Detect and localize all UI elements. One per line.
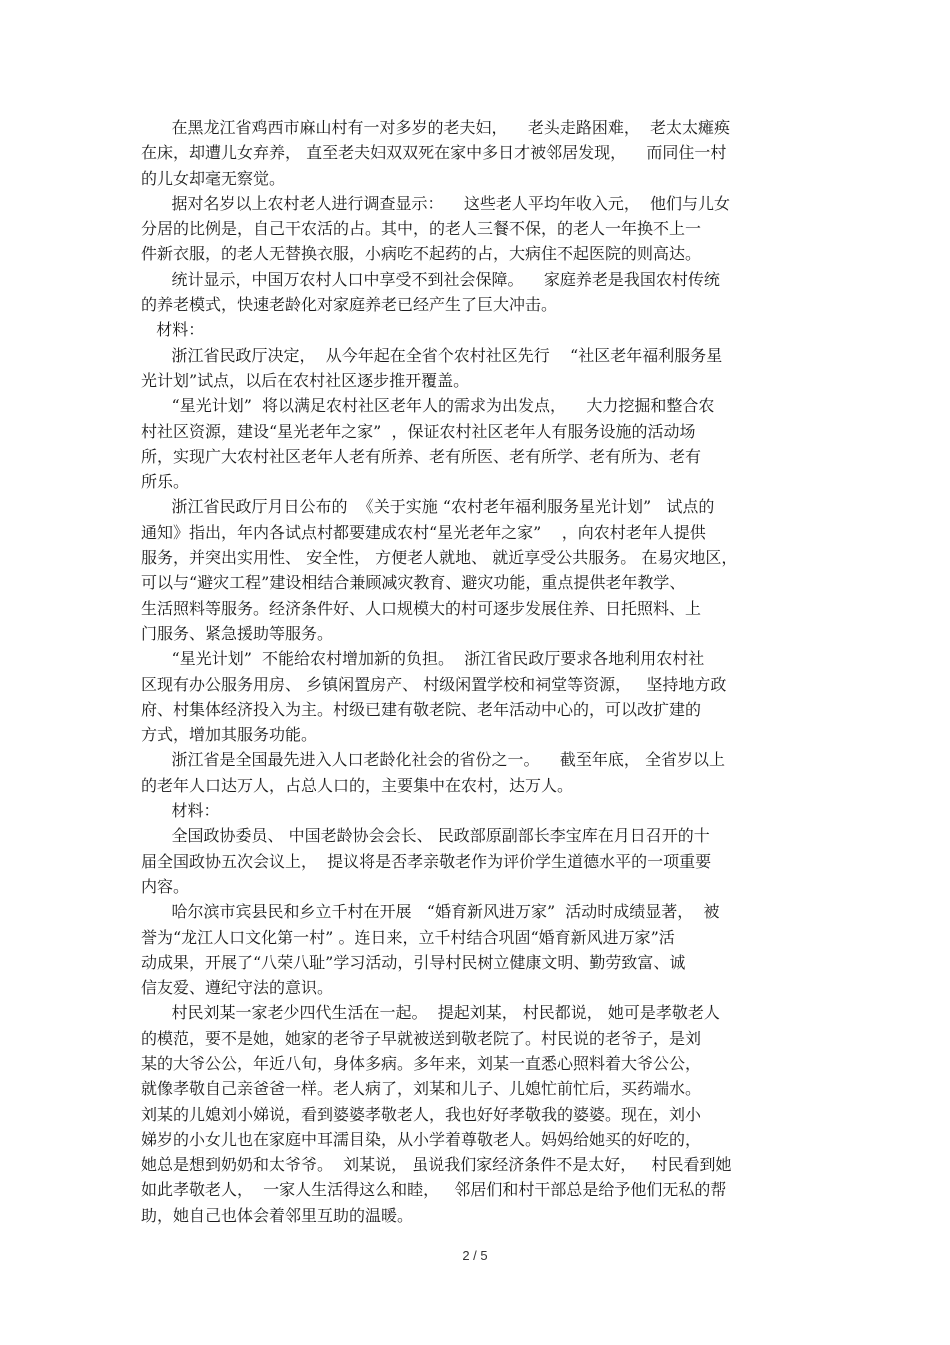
text-line: 的儿女却毫无察觉。 — [141, 168, 286, 188]
text-line: 某的大爷公公，年近八旬，身体多病。多年来，刘某一直悉心照料着大爷公公， — [141, 1053, 702, 1073]
text-line: 誉为“龙江人口文化第一村” 。连日来，立千村结合巩固“婚育新风进万家”活 — [141, 927, 675, 947]
text-line: 娣岁的小女儿也在家庭中耳濡目染，从小学着尊敬老人。妈妈给她买的好吃的， — [141, 1129, 702, 1149]
text-line: 在床，却遭儿女弃养， 直至老夫妇双双死在家中多日才被邻居发现， 而同住一村 — [141, 143, 727, 163]
text-line: 统计显示，中国万农村人口中享受不到社会保障。 家庭养老是我国农村传统 — [141, 269, 720, 289]
text-line: 所乐。 — [141, 472, 190, 492]
text-line: 件新衣服，的老人无替换衣服，小病吃不起药的占，大病住不起医院的则高达。 — [141, 244, 702, 264]
text-line: 据对名岁以上农村老人进行调查显示： 这些老人平均年收入元， 他们与儿女 — [141, 193, 731, 213]
text-line: 内容。 — [141, 876, 190, 896]
document-body — [141, 115, 811, 1228]
text-line: 浙江省是全国最先进入人口老龄化社会的省份之一。 截至年底， 全省岁以上 — [141, 750, 725, 770]
text-line: 分居的比例是，自己干农活的占。其中，的老人三餐不保，的老人一年换不上一 — [141, 219, 702, 239]
section-label: 材料： — [141, 320, 205, 340]
section-label: 材料： — [141, 801, 220, 821]
text-line: 全国政协委员、 中国老龄协会会长、 民政部原副部长李宝库在月日召开的十 — [141, 826, 710, 846]
text-line: 方式，增加其服务功能。 — [141, 725, 318, 745]
text-line: 哈尔滨市宾县民和乡立千村在开展 “婚育新风进万家” 活动时成绩显著， 被 — [141, 902, 720, 922]
text-line: 届全国政协五次会议上， 提议将是否孝亲敬老作为评价学生道德水平的一项重要 — [141, 851, 712, 871]
text-line: 的老年人口达万人，占总人口的，主要集中在农村，达万人。 — [141, 775, 574, 795]
text-line: “星光计划” 不能给农村增加新的负担。 浙江省民政厅要求各地利用农村社 — [141, 649, 705, 669]
text-line: 浙江省民政厅决定， 从今年起在全省个农村社区先行 “社区老年福利服务星 — [141, 345, 723, 365]
text-line: 动成果，开展了“八荣八耻”学习活动，引导村民树立健康文明、勤劳致富、诚 — [141, 952, 686, 972]
text-line: 她总是想到奶奶和太爷爷。 刘某说， 虽说我们家经济条件不是太好， 村民看到她 — [141, 1155, 732, 1175]
text-line: 所，实现广大农村社区老年人老有所养、老有所医、老有所学、老有所为、老有 — [141, 446, 702, 466]
text-line: 村社区资源，建设“星光老年之家” ，保证农村社区老年人有服务设施的活动场 — [141, 421, 696, 441]
text-line: 光计划”试点，以后在农村社区逐步推开覆盖。 — [141, 370, 470, 390]
text-line: 刘某的儿媳刘小娣说，看到婆婆孝敬老人，我也好好孝敬我的婆婆。现在，刘小 — [141, 1104, 702, 1124]
text-line: 府、村集体经济投入为主。村级已建有敬老院、老年活动中心的，可以改扩建的 — [141, 699, 702, 719]
text-line: 就像孝敬自己亲爸爸一样。老人病了，刘某和儿子、儿媳忙前忙后，买药端水。 — [141, 1079, 702, 1099]
text-line: 的模范，要不是她，她家的老爷子早就被送到敬老院了。村民说的老爷子，是刘 — [141, 1028, 702, 1048]
text-line: 通知》指出，年内各试点村都要建成农村“星光老年之家” ，向农村老年人提供 — [141, 522, 706, 542]
text-line: 信友爱、遵纪守法的意识。 — [141, 978, 334, 998]
text-line: 村民刘某一家老少四代生活在一起。 提起刘某， 村民都说， 她可是孝敬老人 — [141, 1003, 720, 1023]
text-line: 可以与“避灾工程”建设相结合兼顾减灾教育、避灾功能，重点提供老年教学、 — [141, 573, 686, 593]
text-line: 门服务、紧急援助等服务。 — [141, 623, 334, 643]
text-line: 的养老模式，快速老龄化对家庭养老已经产生了巨大冲击。 — [141, 295, 558, 315]
page-indicator: 2 / 5 — [462, 1248, 488, 1263]
text-line: 如此孝敬老人， 一家人生活得这么和睦， 邻居们和村干部总是给予他们无私的帮 — [141, 1180, 727, 1200]
text-line: 在黑龙江省鸡西市麻山村有一对多岁的老夫妇， 老头走路困难， 老太太瘫痪 — [141, 118, 731, 137]
text-line: 区现有办公服务用房、 乡镇闲置房产、 村级闲置学校和祠堂等资源， 坚持地方政 — [141, 674, 727, 694]
text-line: 服务，并突出实用性、 安全性， 方便老人就地、 就近享受公共服务。 在易灾地区， — [141, 548, 738, 568]
text-line: “星光计划” 将以满足农村社区老年人的需求为出发点， 大力挖掘和整合农 — [141, 396, 715, 416]
text-line: 助，她自己也体会着邻里互助的温暖。 — [141, 1205, 414, 1225]
text-line: 浙江省民政厅月日公布的 《关于实施 “农村老年福利服务星光计划” 试点的 — [141, 497, 715, 517]
text-line: 生活照料等服务。经济条件好、人口规模大的村可逐步发展住养、日托照料、上 — [141, 598, 702, 618]
